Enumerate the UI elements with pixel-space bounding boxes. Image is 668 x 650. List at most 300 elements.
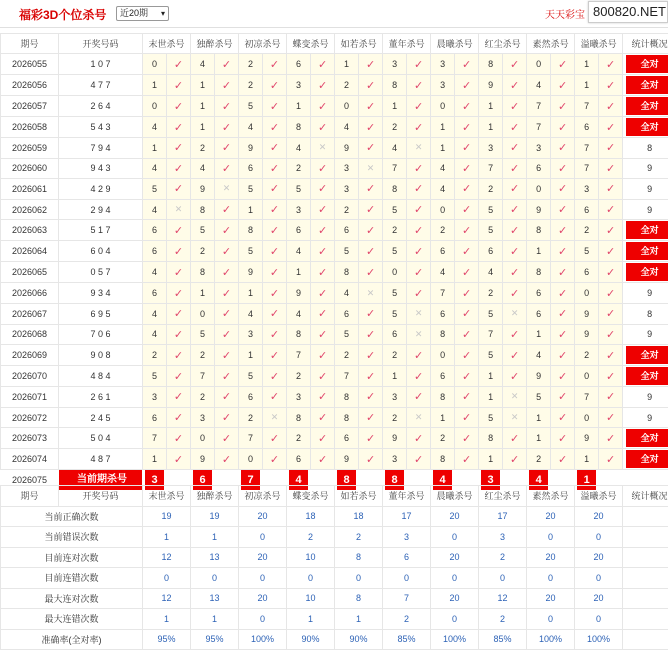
- pick-cell: 8: [191, 262, 215, 283]
- stats-row: [1, 506, 668, 527]
- site-name[interactable]: 天天彩宝: [545, 6, 585, 21]
- summary-cell: [623, 75, 668, 96]
- correct-count: 9: [647, 163, 652, 173]
- pick-cell: 1: [431, 407, 455, 428]
- hit-mark-cell: [215, 428, 239, 449]
- site-url-badge[interactable]: 800820.NET: [588, 1, 668, 23]
- check-icon: ✓: [174, 267, 183, 279]
- pick-cell: 6: [287, 54, 311, 75]
- hit-mark-cell: [599, 407, 623, 428]
- hit-mark-cell: [455, 220, 479, 241]
- pick-cell: 3: [431, 75, 455, 96]
- pick-cell: 2: [431, 428, 455, 449]
- pick-cell: 5: [143, 179, 167, 200]
- pick-cell: 1: [431, 138, 455, 159]
- hit-mark-cell: [599, 262, 623, 283]
- hit-mark-cell: [599, 96, 623, 117]
- cross-icon: ✕: [271, 412, 279, 422]
- pick-cell: 8: [479, 428, 503, 449]
- issue-cell: 2026069: [1, 345, 59, 366]
- stats-value: 0: [431, 609, 479, 630]
- stats-value: 1: [335, 609, 383, 630]
- stats-value: 8: [335, 588, 383, 609]
- hit-mark-cell: [311, 220, 335, 241]
- draw-code-cell: 2 9 4: [59, 199, 143, 220]
- summary-cell: [623, 179, 668, 200]
- hit-mark-cell: [407, 366, 431, 387]
- pick-cell: 1: [287, 96, 311, 117]
- hit-mark-cell: [215, 407, 239, 428]
- pick-cell: 5: [335, 241, 359, 262]
- pick-cell: 2: [143, 345, 167, 366]
- draw-code-cell: 4 8 4: [59, 366, 143, 387]
- stats-value: 0: [527, 609, 575, 630]
- check-icon: ✓: [462, 101, 471, 113]
- pick-cell: 8: [383, 75, 407, 96]
- check-icon: ✓: [366, 412, 375, 424]
- summary-cell: [623, 449, 668, 470]
- stats-header-expert: 蝶变杀号: [287, 486, 335, 507]
- hit-mark-cell: [263, 138, 287, 159]
- hit-mark-cell: [311, 449, 335, 470]
- hit-mark-cell: [359, 158, 383, 179]
- summary-cell: [623, 241, 668, 262]
- hit-mark-cell: [311, 179, 335, 200]
- issue-cell: 2026073: [1, 428, 59, 449]
- check-icon: ✓: [510, 142, 519, 154]
- header-expert: 初凉杀号: [239, 34, 287, 54]
- check-icon: ✓: [510, 350, 519, 362]
- hit-mark-cell: [599, 220, 623, 241]
- hit-mark-cell: [215, 117, 239, 138]
- pick-cell: 6: [287, 449, 311, 470]
- pick-cell: 3: [431, 54, 455, 75]
- period-select-value: 近20期: [120, 8, 148, 18]
- check-icon: ✓: [318, 329, 327, 341]
- check-icon: ✓: [318, 246, 327, 258]
- hit-mark-cell: [551, 158, 575, 179]
- pick-cell: 1: [191, 75, 215, 96]
- correct-count: 9: [647, 392, 652, 402]
- hit-mark-cell: [167, 199, 191, 220]
- pick-cell: 3: [335, 179, 359, 200]
- check-icon: ✓: [318, 225, 327, 237]
- pick-cell: 0: [143, 54, 167, 75]
- table-row: [1, 158, 668, 179]
- all-correct-badge: 全对: [626, 55, 668, 73]
- pick-cell: 8: [431, 449, 455, 470]
- hit-mark-cell: [599, 75, 623, 96]
- pick-cell: 0: [431, 96, 455, 117]
- check-icon: ✓: [222, 122, 231, 134]
- check-icon: ✓: [510, 163, 519, 175]
- draw-code-cell: 4 2 9: [59, 179, 143, 200]
- hit-mark-cell: [215, 96, 239, 117]
- check-icon: ✓: [414, 59, 423, 71]
- pick-cell: 5: [479, 199, 503, 220]
- summary-cell: [623, 138, 668, 159]
- pick-cell: 9: [575, 428, 599, 449]
- pick-cell: 2: [335, 75, 359, 96]
- stats-value: 20: [239, 588, 287, 609]
- cross-icon: ✕: [511, 308, 519, 318]
- check-icon: ✓: [366, 101, 375, 113]
- hit-mark-cell: [263, 303, 287, 324]
- hit-mark-cell: [503, 96, 527, 117]
- check-icon: ✓: [462, 288, 471, 300]
- stats-header-expert: 溢曦杀号: [575, 486, 623, 507]
- pick-cell: 2: [287, 366, 311, 387]
- hit-mark-cell: [359, 262, 383, 283]
- pick-cell: 1: [479, 449, 503, 470]
- stats-value: 20: [239, 547, 287, 568]
- pick-cell: 5: [479, 345, 503, 366]
- pick-cell: 6: [431, 241, 455, 262]
- check-icon: ✓: [414, 391, 423, 403]
- pick-cell: 3: [479, 138, 503, 159]
- check-icon: ✓: [174, 122, 183, 134]
- stats-label: 目前连对次数: [1, 547, 143, 568]
- hit-mark-cell: [167, 179, 191, 200]
- hit-mark-cell: [503, 262, 527, 283]
- table-row: [1, 345, 668, 366]
- hit-mark-cell: [599, 387, 623, 408]
- stats-value: 7: [383, 588, 431, 609]
- pick-cell: 9: [527, 366, 551, 387]
- pick-cell: 7: [431, 283, 455, 304]
- pick-cell: 6: [143, 407, 167, 428]
- draw-code-cell: 4 8 7: [59, 449, 143, 470]
- pick-cell: 8: [335, 387, 359, 408]
- pick-cell: 2: [383, 117, 407, 138]
- hit-mark-cell: [407, 220, 431, 241]
- check-icon: ✓: [558, 454, 567, 466]
- pick-cell: 6: [575, 199, 599, 220]
- check-icon: ✓: [606, 80, 615, 92]
- pick-cell: 4: [479, 262, 503, 283]
- hit-mark-cell: [551, 366, 575, 387]
- stats-row: [1, 568, 668, 589]
- all-correct-badge: 全对: [626, 367, 668, 385]
- stats-value: 0: [527, 568, 575, 589]
- hit-mark-cell: [503, 75, 527, 96]
- hit-mark-cell: [311, 407, 335, 428]
- pick-cell: 6: [575, 262, 599, 283]
- pick-cell: 5: [479, 407, 503, 428]
- table-row: [1, 117, 668, 138]
- pick-cell: 1: [383, 96, 407, 117]
- pick-cell: 4: [191, 54, 215, 75]
- pick-cell: 1: [143, 138, 167, 159]
- stats-value: 3: [479, 527, 527, 548]
- header-code: 开奖号码: [59, 34, 143, 54]
- stats-value: 20: [431, 506, 479, 527]
- summary-cell: [623, 96, 668, 117]
- hit-mark-cell: [359, 449, 383, 470]
- stats-value: 13: [191, 588, 239, 609]
- pick-cell: 6: [335, 303, 359, 324]
- check-icon: ✓: [510, 433, 519, 445]
- check-icon: ✓: [366, 225, 375, 237]
- pick-cell: 5: [191, 220, 215, 241]
- hit-mark-cell: [359, 179, 383, 200]
- check-icon: ✓: [174, 80, 183, 92]
- check-icon: ✓: [558, 122, 567, 134]
- check-icon: ✓: [318, 454, 327, 466]
- hit-mark-cell: [407, 117, 431, 138]
- stats-label: 当前正确次数: [1, 506, 143, 527]
- check-icon: ✓: [558, 101, 567, 113]
- pick-cell: 1: [527, 324, 551, 345]
- table-row: [1, 241, 668, 262]
- pick-cell: 4: [383, 138, 407, 159]
- hit-mark-cell: [167, 345, 191, 366]
- pick-cell: 1: [527, 428, 551, 449]
- pick-cell: 7: [239, 428, 263, 449]
- check-icon: ✓: [462, 391, 471, 403]
- hit-mark-cell: [215, 449, 239, 470]
- hit-mark-cell: [311, 117, 335, 138]
- pick-cell: 9: [287, 283, 311, 304]
- hit-mark-cell: [311, 366, 335, 387]
- hit-mark-cell: [407, 303, 431, 324]
- pick-cell: 1: [239, 283, 263, 304]
- hit-mark-cell: [551, 387, 575, 408]
- check-icon: ✓: [606, 142, 615, 154]
- hit-mark-cell: [263, 407, 287, 428]
- check-icon: ✓: [318, 163, 327, 175]
- check-icon: ✓: [606, 267, 615, 279]
- hit-mark-cell: [455, 407, 479, 428]
- check-icon: ✓: [270, 308, 279, 320]
- check-icon: ✓: [558, 267, 567, 279]
- hit-mark-cell: [503, 138, 527, 159]
- check-icon: ✓: [558, 288, 567, 300]
- check-icon: ✓: [222, 142, 231, 154]
- hit-mark-cell: [359, 117, 383, 138]
- check-icon: ✓: [174, 59, 183, 71]
- hit-mark-cell: [551, 324, 575, 345]
- check-icon: ✓: [318, 267, 327, 279]
- pick-cell: 5: [575, 241, 599, 262]
- hit-mark-cell: [167, 366, 191, 387]
- pick-cell: 7: [575, 96, 599, 117]
- period-select[interactable]: [116, 6, 169, 21]
- pick-cell: 2: [479, 283, 503, 304]
- stats-value: 12: [479, 588, 527, 609]
- pick-cell: 2: [191, 241, 215, 262]
- check-icon: ✓: [222, 80, 231, 92]
- stats-value: 0: [575, 527, 623, 548]
- check-icon: ✓: [462, 183, 471, 195]
- pick-cell: 5: [239, 179, 263, 200]
- check-icon: ✓: [270, 163, 279, 175]
- check-icon: ✓: [414, 204, 423, 216]
- pick-cell: 1: [191, 96, 215, 117]
- current-pick: 8: [385, 470, 404, 490]
- pick-cell: 5: [383, 303, 407, 324]
- pick-cell: 4: [143, 324, 167, 345]
- summary-cell: [623, 262, 668, 283]
- stats-header-summary: 统计概况: [623, 486, 668, 507]
- pick-cell: 4: [335, 283, 359, 304]
- pick-cell: 5: [335, 324, 359, 345]
- hit-mark-cell: [263, 449, 287, 470]
- hit-mark-cell: [503, 220, 527, 241]
- check-icon: ✓: [414, 350, 423, 362]
- pick-cell: 2: [287, 158, 311, 179]
- stats-value: 100%: [239, 629, 287, 650]
- pick-cell: 6: [287, 220, 311, 241]
- check-icon: ✓: [270, 225, 279, 237]
- hit-mark-cell: [215, 241, 239, 262]
- stats-value: 0: [431, 527, 479, 548]
- check-icon: ✓: [414, 225, 423, 237]
- hit-mark-cell: [503, 428, 527, 449]
- stats-value: 20: [527, 588, 575, 609]
- hit-mark-cell: [551, 117, 575, 138]
- check-icon: ✓: [174, 142, 183, 154]
- pick-cell: 1: [191, 117, 215, 138]
- stats-value: 0: [383, 568, 431, 589]
- check-icon: ✓: [222, 225, 231, 237]
- hit-mark-cell: [455, 387, 479, 408]
- check-icon: ✓: [174, 101, 183, 113]
- pick-cell: 4: [335, 117, 359, 138]
- pick-cell: 6: [143, 283, 167, 304]
- stats-header-expert: 晨曦杀号: [431, 486, 479, 507]
- stats-value: 0: [239, 568, 287, 589]
- hit-mark-cell: [455, 75, 479, 96]
- check-icon: ✓: [558, 329, 567, 341]
- pick-cell: 2: [191, 138, 215, 159]
- table-row: [1, 138, 668, 159]
- pick-cell: 5: [239, 366, 263, 387]
- check-icon: ✓: [462, 267, 471, 279]
- pick-cell: 9: [191, 449, 215, 470]
- hit-mark-cell: [167, 387, 191, 408]
- check-icon: ✓: [318, 308, 327, 320]
- check-icon: ✓: [270, 433, 279, 445]
- cross-icon: ✕: [415, 308, 423, 318]
- chevron-down-icon: ▾: [161, 7, 165, 20]
- pick-cell: 7: [527, 96, 551, 117]
- pick-cell: 1: [431, 117, 455, 138]
- check-icon: ✓: [366, 246, 375, 258]
- all-correct-badge: 全对: [626, 76, 668, 94]
- hit-mark-cell: [455, 158, 479, 179]
- hit-mark-cell: [167, 283, 191, 304]
- check-icon: ✓: [510, 80, 519, 92]
- hit-mark-cell: [599, 345, 623, 366]
- pick-cell: 0: [431, 199, 455, 220]
- stats-value: 1: [191, 527, 239, 548]
- pick-cell: 2: [527, 449, 551, 470]
- hit-mark-cell: [215, 324, 239, 345]
- hit-mark-cell: [263, 345, 287, 366]
- hit-mark-cell: [263, 283, 287, 304]
- all-correct-badge: 全对: [626, 221, 668, 239]
- cross-icon: ✕: [415, 412, 423, 422]
- hit-mark-cell: [503, 387, 527, 408]
- check-icon: ✓: [366, 122, 375, 134]
- hit-mark-cell: [455, 262, 479, 283]
- check-icon: ✓: [510, 122, 519, 134]
- pick-cell: 6: [575, 117, 599, 138]
- hit-mark-cell: [551, 220, 575, 241]
- table-row: [1, 283, 668, 304]
- stats-header-expert: 董年杀号: [383, 486, 431, 507]
- stats-value: 1: [191, 609, 239, 630]
- current-pick: 8: [337, 470, 356, 490]
- pick-cell: 1: [479, 366, 503, 387]
- stats-value: 1: [143, 527, 191, 548]
- stats-value: 10: [287, 547, 335, 568]
- issue-cell: 2026063: [1, 220, 59, 241]
- header-expert: 如若杀号: [335, 34, 383, 54]
- pick-cell: 0: [191, 303, 215, 324]
- cross-icon: ✕: [367, 163, 375, 173]
- check-icon: ✓: [510, 246, 519, 258]
- check-icon: ✓: [318, 288, 327, 300]
- check-icon: ✓: [462, 412, 471, 424]
- check-icon: ✓: [558, 246, 567, 258]
- empty-cell: [623, 568, 668, 589]
- hit-mark-cell: [263, 179, 287, 200]
- draw-code-cell: 2 6 4: [59, 96, 143, 117]
- hit-mark-cell: [263, 199, 287, 220]
- table-row: [1, 199, 668, 220]
- pick-cell: 6: [143, 220, 167, 241]
- pick-cell: 8: [527, 220, 551, 241]
- check-icon: ✓: [366, 350, 375, 362]
- check-icon: ✓: [222, 267, 231, 279]
- pick-cell: 0: [575, 283, 599, 304]
- hit-mark-cell: [455, 54, 479, 75]
- pick-cell: 7: [191, 366, 215, 387]
- pick-cell: 7: [479, 324, 503, 345]
- empty-cell: [623, 506, 668, 527]
- check-icon: ✓: [366, 308, 375, 320]
- check-icon: ✓: [558, 204, 567, 216]
- pick-cell: 8: [335, 407, 359, 428]
- pick-cell: 1: [287, 262, 311, 283]
- hit-mark-cell: [359, 387, 383, 408]
- current-pick: 7: [241, 470, 260, 490]
- check-icon: ✓: [606, 246, 615, 258]
- check-icon: ✓: [222, 412, 231, 424]
- draw-code-cell: 9 4 3: [59, 158, 143, 179]
- stats-value: 18: [335, 506, 383, 527]
- check-icon: ✓: [366, 59, 375, 71]
- all-correct-badge: 全对: [626, 346, 668, 364]
- hit-mark-cell: [503, 199, 527, 220]
- correct-count: 9: [647, 288, 652, 298]
- hit-mark-cell: [311, 262, 335, 283]
- hit-mark-cell: [551, 241, 575, 262]
- hit-mark-cell: [599, 54, 623, 75]
- correct-count: 8: [647, 309, 652, 319]
- check-icon: ✓: [270, 142, 279, 154]
- pick-cell: 2: [383, 407, 407, 428]
- hit-mark-cell: [455, 428, 479, 449]
- pick-cell: 9: [575, 324, 599, 345]
- hit-mark-cell: [551, 345, 575, 366]
- pick-cell: 5: [239, 241, 263, 262]
- check-icon: ✓: [270, 391, 279, 403]
- pick-cell: 6: [239, 387, 263, 408]
- hit-mark-cell: [263, 428, 287, 449]
